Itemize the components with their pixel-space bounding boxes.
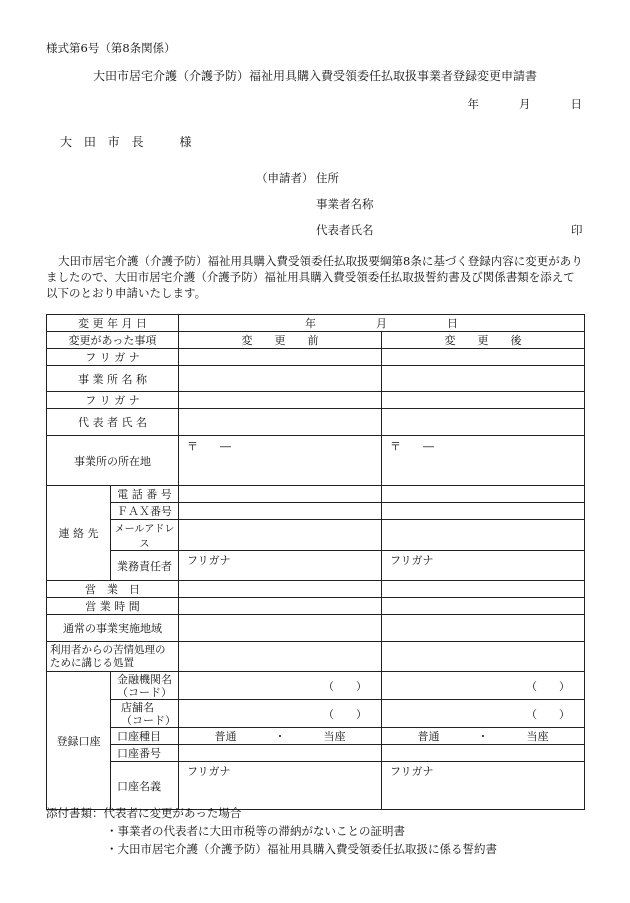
table-row — [47, 700, 585, 728]
before-furigana-field-2[interactable] — [179, 392, 382, 409]
before-furigana-field[interactable] — [179, 349, 382, 366]
after-furigana-field-2[interactable] — [382, 392, 585, 409]
table-row — [47, 520, 585, 551]
after-manager-field[interactable] — [382, 551, 585, 581]
furigana-hint: フリガナ — [390, 765, 434, 778]
furigana-label: フ リ ガ ナ — [47, 349, 179, 366]
complaint-label: 利用者からの苦情処理のために講じる処置 — [47, 642, 179, 672]
futsu-option[interactable]: 普通 — [417, 730, 440, 743]
table-row — [47, 598, 585, 615]
code-paren: （ ） — [526, 679, 570, 693]
change-date-day: 日 — [447, 317, 458, 330]
furigana-hint: フリガナ — [390, 554, 434, 567]
change-date-year: 年 — [305, 317, 316, 330]
before-business-hours-field[interactable] — [179, 598, 382, 615]
furigana-hint: フリガナ — [187, 765, 231, 778]
table-row — [47, 392, 585, 409]
date-day: 日 — [570, 97, 582, 111]
after-bank-name-field[interactable] — [382, 672, 585, 700]
code-paren: （ ） — [526, 707, 570, 721]
after-email-field[interactable] — [382, 520, 585, 551]
postal-mark: 〒 ― — [390, 440, 434, 453]
postal-mark: 〒 ― — [187, 440, 231, 453]
table-row — [47, 615, 585, 642]
before-account-type-field[interactable] — [179, 728, 382, 745]
furigana-hint: フリガナ — [187, 554, 231, 567]
before-phone-field[interactable] — [179, 486, 382, 503]
code-paren: （ ） — [323, 679, 367, 693]
after-address-field[interactable] — [382, 436, 585, 486]
addressee: 大 田 市 長 様 — [60, 135, 196, 149]
code-paren: （ ） — [323, 707, 367, 721]
furigana-label-2: フ リ ガ ナ — [47, 392, 179, 409]
after-business-days-field[interactable] — [382, 581, 585, 598]
after-phone-field[interactable] — [382, 486, 585, 503]
table-row — [47, 728, 585, 745]
toza-option[interactable]: 当座 — [526, 730, 549, 743]
business-hours-label: 営 業 時 間 — [47, 598, 179, 615]
before-branch-name-field[interactable] — [179, 700, 382, 728]
email-label: メールアドレス — [111, 520, 179, 551]
application-date — [468, 96, 583, 112]
after-furigana-field[interactable] — [382, 349, 585, 366]
seal-mark: 印 — [571, 223, 583, 237]
table-row — [47, 486, 585, 503]
attachments — [46, 804, 497, 858]
date-month: 月 — [519, 97, 531, 111]
table-row — [47, 409, 585, 436]
table-row — [47, 581, 585, 598]
before-fax-field[interactable] — [179, 503, 382, 520]
table-row — [47, 503, 585, 520]
before-bank-name-field[interactable] — [179, 672, 382, 700]
after-account-holder-field[interactable] — [382, 762, 585, 810]
rep-name-label: 代 表 者 氏 名 — [47, 409, 179, 436]
after-account-type-field[interactable] — [382, 728, 585, 745]
table-row — [47, 366, 585, 392]
changed-item-label: 変更があった事項 — [47, 332, 179, 349]
phone-label: 電 話 番 号 — [111, 486, 179, 503]
futsu-option[interactable]: 普通 — [214, 730, 237, 743]
account-no-label: 口座番号 — [111, 745, 179, 762]
after-account-no-field[interactable] — [382, 745, 585, 762]
account-type-label: 口座種目 — [111, 728, 179, 745]
fax-label: ＦＡＸ番号 — [111, 503, 179, 520]
table-row — [47, 762, 585, 810]
office-address-label: 事業所の所在地 — [47, 436, 179, 486]
application-table — [46, 314, 585, 810]
toza-option[interactable]: 当座 — [323, 730, 346, 743]
contact-label: 連 絡 先 — [47, 486, 111, 581]
after-header: 変 更 後 — [382, 332, 585, 349]
before-office-name-field[interactable] — [179, 366, 382, 392]
before-business-days-field[interactable] — [179, 581, 382, 598]
after-service-area-field[interactable] — [382, 615, 585, 642]
form-number: 様式第6号（第8条関係） — [46, 41, 176, 55]
after-business-hours-field[interactable] — [382, 598, 585, 615]
applicant-address-label: 住所 — [316, 171, 339, 185]
attachments-label: 添付書類：代表者に変更があった場合 — [46, 806, 242, 820]
bank-account-label: 登録口座 — [47, 672, 111, 810]
before-header: 変 更 前 — [179, 332, 382, 349]
applicant-business-name-label: 事業者名称 — [316, 197, 374, 211]
after-rep-name-field[interactable] — [382, 409, 585, 436]
table-row — [47, 672, 585, 700]
business-days-label: 営 業 日 — [47, 581, 179, 598]
change-date-label: 変 更 年 月 日 — [47, 315, 179, 332]
attachment-item: ・事業者の代表者に大田市税等の滞納がないことの証明書 — [106, 824, 405, 838]
after-office-name-field[interactable] — [382, 366, 585, 392]
date-year: 年 — [467, 97, 479, 111]
attachment-item: ・大田市居宅介護（介護予防）福祉用具購入費受領委任払取扱に係る誓約書 — [106, 842, 497, 856]
before-rep-name-field[interactable] — [179, 409, 382, 436]
table-row — [47, 551, 585, 581]
before-account-holder-field[interactable] — [179, 762, 382, 810]
table-row — [47, 642, 585, 672]
bank-name-label: 金融機関名（コード） — [111, 672, 179, 700]
manager-label: 業務責任者 — [111, 551, 179, 581]
office-name-label: 事 業 所 名 称 — [47, 366, 179, 392]
after-complaint-field[interactable] — [382, 642, 585, 672]
applicant-label: （申請者） — [256, 171, 314, 185]
applicant-representative-label: 代表者氏名 — [316, 223, 374, 237]
table-row — [47, 436, 585, 486]
table-row — [47, 349, 585, 366]
intro-paragraph: 大田市居宅介護（介護予防）福祉用具購入費受領委任払取扱要綱第8条に基づく登録内容に変更がありましたので、大田市居宅介護（介護予防）福祉用具購入費受領委任払取扱誓約書及び関係書類を添えて以下のとおり申請いたします。 — [46, 254, 583, 300]
change-date-field[interactable] — [179, 315, 585, 332]
change-date-month: 月 — [376, 317, 387, 330]
table-row — [47, 315, 585, 332]
before-account-no-field[interactable] — [179, 745, 382, 762]
dot-separator: ・ — [477, 730, 489, 743]
before-service-area-field[interactable] — [179, 615, 382, 642]
before-email-field[interactable] — [179, 520, 382, 551]
after-fax-field[interactable] — [382, 503, 585, 520]
before-address-field[interactable] — [179, 436, 382, 486]
document-title: 大田市居宅介護（介護予防）福祉用具購入費受領委任払取扱事業者登録変更申請書 — [92, 69, 537, 83]
account-holder-label: 口座名義 — [111, 762, 179, 810]
after-branch-name-field[interactable] — [382, 700, 585, 728]
table-row — [47, 332, 585, 349]
before-manager-field[interactable] — [179, 551, 382, 581]
dot-separator: ・ — [274, 730, 286, 743]
branch-name-label: 店舗名（コード） — [111, 700, 179, 728]
service-area-label: 通常の事業実施地域 — [47, 615, 179, 642]
table-row — [47, 745, 585, 762]
before-complaint-field[interactable] — [179, 642, 382, 672]
